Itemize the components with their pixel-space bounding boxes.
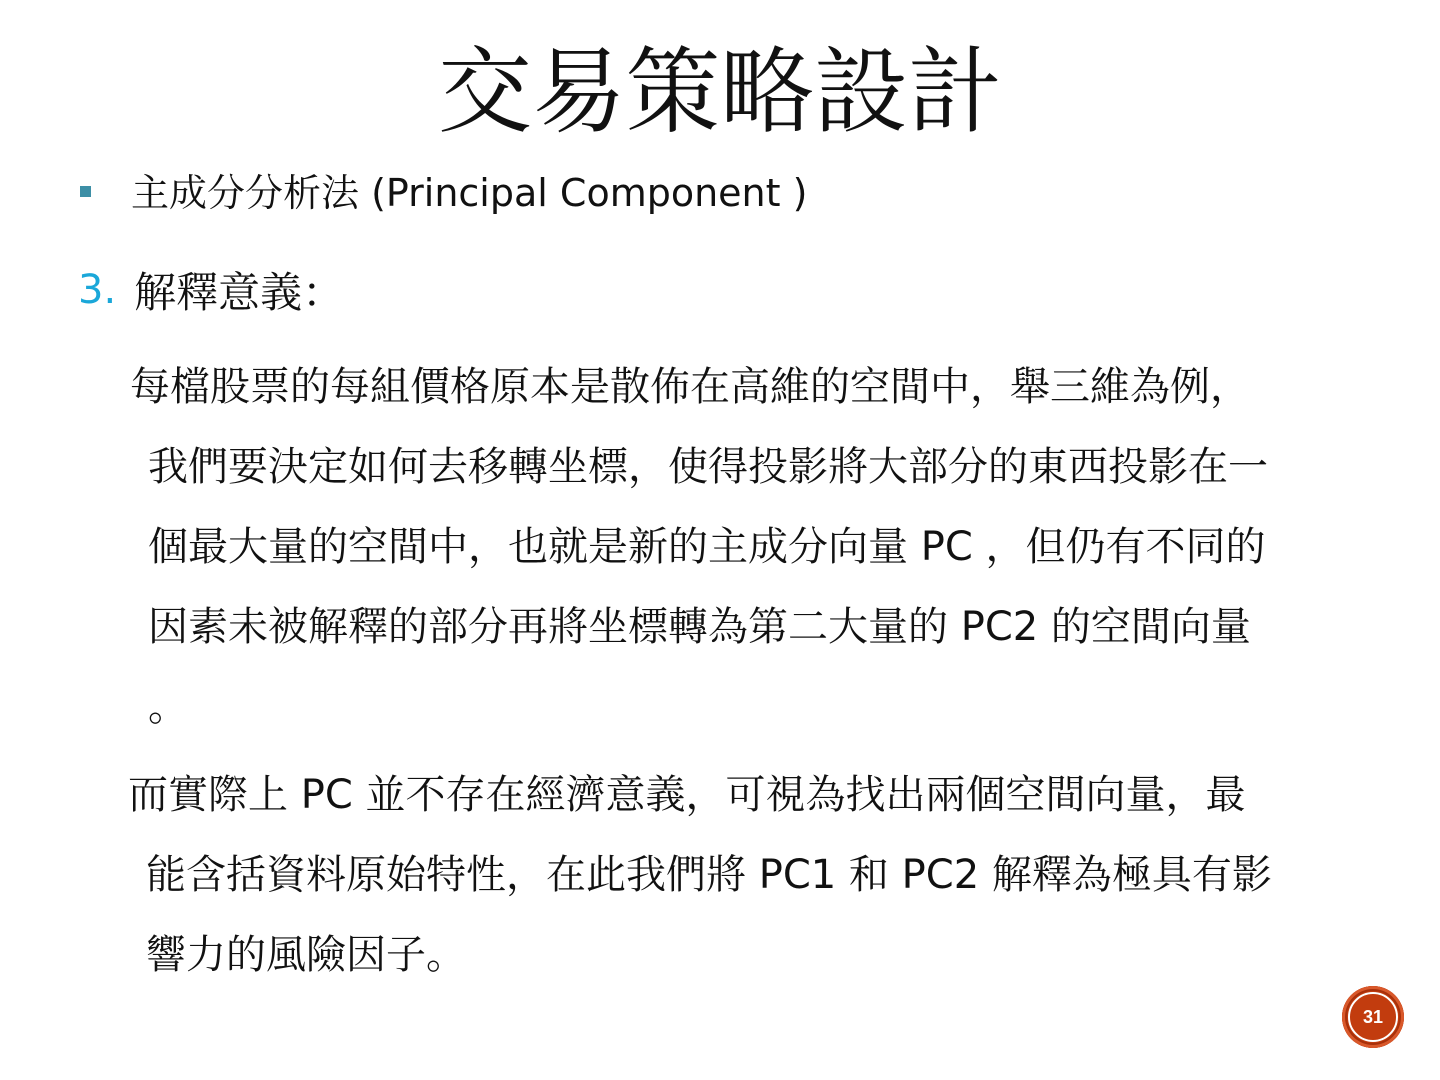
paragraph-explanation xyxy=(130,347,1268,747)
paragraph-line: 我們要決定如何去移轉坐標，使得投影將大部分的東西投影在一 xyxy=(148,444,1268,490)
paragraph-line: 每檔股票的每組價格原本是散佈在高維的空間中，舉三維為例， xyxy=(130,364,1250,410)
paragraph-line: 。 xyxy=(148,684,188,730)
paragraph-conclusion xyxy=(128,755,1272,995)
numbered-item xyxy=(78,262,344,318)
bullet-text: 主成分分析法 (Principal Component ) xyxy=(131,171,808,215)
page-number-badge xyxy=(1342,986,1404,1048)
paragraph-line: 因素未被解釋的部分再將坐標轉為第二大量的 PC2 的空間向量 xyxy=(148,604,1251,650)
bullet-item xyxy=(80,168,807,218)
paragraph-line: 個最大量的空間中，也就是新的主成分向量 PC ，但仍有不同的 xyxy=(148,524,1266,570)
paragraph-line: 而實際上 PC 並不存在經濟意義，可視為找出兩個空間向量，最 xyxy=(128,772,1246,818)
page-number: 31 xyxy=(1362,1006,1384,1027)
slide-title: 交易策略設計 xyxy=(437,38,1002,147)
paragraph-line: 響力的風險因子。 xyxy=(146,932,466,978)
item-number: 3. xyxy=(78,267,117,313)
paragraph-line: 能含括資料原始特性，在此我們將 PC1 和 PC2 解釋為極具有影 xyxy=(146,852,1272,898)
numbered-heading: 解釋意義： xyxy=(134,268,345,317)
square-bullet-icon xyxy=(80,186,91,197)
